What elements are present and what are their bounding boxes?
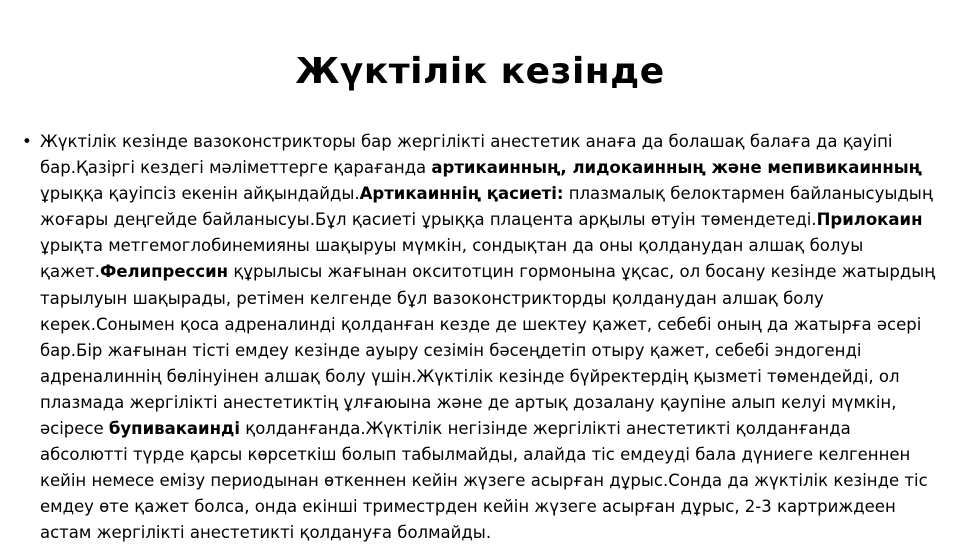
text-run-bold: Прилокаин [816, 210, 923, 230]
text-run-bold: Артикаиннің қасиеті: [359, 184, 564, 204]
bullet-icon [22, 129, 32, 155]
text-run: Жүктілік кезінде вазоконстрикторы бар жергілікті анестетик анаға да болашақ балаға да қауіпі бар.Қазіргі кездегі мәліметтерге қарағанда [40, 132, 893, 178]
slide-title: Жүктілік кезінде [295, 51, 665, 92]
text-run-bold: бупивакаинді [108, 419, 240, 439]
bullet-text [40, 132, 935, 542]
text-run-bold: артикаинның, лидокаинның және мепивикаинның [431, 158, 922, 178]
text-run: плазмалық белоктармен байланысуыдың жоғары деңгейде байланысуы.Бұл қасиеті ұрыққа плацента арқылы өтуін төмендетеді. [40, 184, 933, 230]
text-run: қолданғанда.Жүктілік негізінде жергілікті анестетикті қолданғанда абсолютті түрде қарсы көрсеткіш болып табылмайды, алайда тіс емдеуді бала дүниеге келгеннен кейін немесе емізу периодынан өткеннен кейін жүзеге асырған дұрыс.Сонда да жүктілік кезінде тіс емдеу өте қажет болса, онда екінші триместрден кейін жүзеге асырған дұрыс, 2-3 картриждеен астам жергілікті анестетикті қолдануға болмайды. [40, 419, 928, 543]
text-run: ұрыққа қауіпсіз екенін айқындайды. [40, 184, 360, 204]
bullet-item [22, 129, 942, 547]
bullet-list [22, 129, 942, 547]
text-run: ұрықта метгемоглобинемияны шақыруы мүмкін, сондықтан да оны қолданудан алшақ болуы қажет. [40, 236, 864, 282]
text-run-bold: Фелипрессин [99, 262, 229, 282]
text-run: құрылысы жағынан окситотцин гормонына ұқсас, ол босану кезінде жатырдың тарылуын шақырады, ретімен келгенде бұл вазоконстрикторды қолданудан алшақ болу керек.Сонымен қоса адреналинді қолданған кезде де шектеу қажет, себебі оның да жатырға әсері бар.Бір жағынан тісті емдеу кезінде ауыру сезімін бәсеңдетіп отыру қажет, себебі эндогенді адреналиннің бөлінуінен алшақ болу үшін.Жүктілік кезінде бүйректердің қызметі төмендейді, ол плазмада жергілікті анестетиктің ұлғаюына және де артық дозалану қаупіне алып келуі мүмкін, әсіресе [40, 262, 936, 439]
